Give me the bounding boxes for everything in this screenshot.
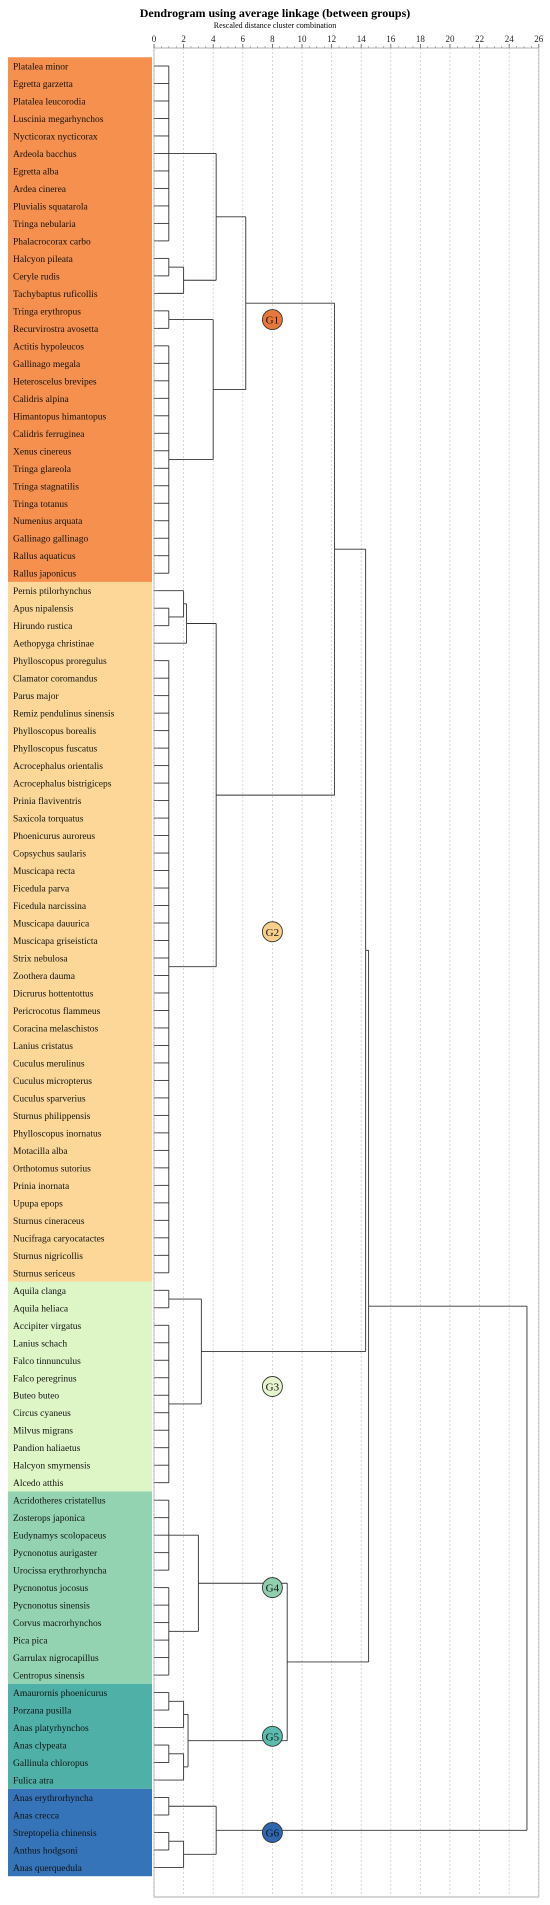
leaf-label: Urocissa erythrorhyncha [13,1566,107,1577]
leaf-label: Anthus hodgsoni [13,1846,78,1857]
leaf-label: Falco peregrinus [13,1374,77,1385]
leaf-label: Sturnus cineraceus [13,1216,85,1227]
leaf-label: Nycticorax nycticorax [13,132,98,143]
leaf-label: Cuculus micropterus [13,1076,92,1087]
leaf-label: Phoenicurus auroreus [13,832,96,843]
leaf-label: Pandion haliaetus [13,1444,81,1455]
leaf-label: Phalacrocorax carbo [13,237,91,248]
leaf-label: Parus major [13,692,59,703]
leaf-label: Ardea cinerea [13,184,67,195]
chart-title: Dendrogram using average linkage (between groups) [139,6,411,20]
leaf-label: Coracina melaschistos [13,1024,99,1035]
leaf-label: Streptopelia chinensis [13,1828,97,1839]
leaf-label: Lanius cristatus [13,1041,73,1052]
x-tick-label: 8 [270,34,275,44]
leaf-label: Falco tinnunculus [13,1356,81,1367]
x-tick-label: 26 [534,34,544,44]
leaf-label: Cuculus sparverius [13,1094,86,1105]
x-tick-label: 0 [151,34,157,44]
leaf-label: Pluvialis squatarola [13,202,88,213]
leaf-label: Amaurornis phoenicurus [13,1689,108,1700]
leaf-label: Gallinula chloropus [13,1759,89,1770]
leaf-label: Eudynamys scolopaceus [13,1531,107,1542]
leaf-label: Remiz pendulinus sinensis [13,709,115,720]
leaf-label: Tringa erythropus [13,307,81,318]
leaf-label: Cuculus merulinus [13,1059,85,1070]
leaf-label: Muscicapa griseisticta [13,937,98,947]
leaf-label: Phylloscopus borealis [13,727,97,738]
leaf-label: Halcyon smyrnensis [13,1461,91,1472]
x-tick-label: 24 [504,34,514,44]
leaf-label: Egretta alba [13,167,59,178]
x-tick-label: 20 [445,34,455,44]
leaf-label: Calidris alpina [13,394,69,405]
x-tick-label: 4 [210,34,216,44]
leaf-label: Orthotomus sutorius [13,1164,91,1175]
leaf-label: Recurvirostra avosetta [13,324,99,335]
group-label: G3 [265,1381,280,1394]
x-tick-label: 6 [240,34,246,44]
x-tick-label: 16 [386,34,396,44]
x-tick-label: 2 [181,34,186,44]
leaf-label: Upupa epops [13,1199,63,1210]
leaf-label: Xenus cinereus [13,447,72,458]
leaf-label: Strix nebulosa [13,954,68,965]
leaf-label: Heteroscelus brevipes [13,377,97,388]
leaf-label: Actitis hypoleucos [13,342,84,353]
leaf-label: Phylloscopus inornatus [13,1129,102,1140]
leaf-label: Halcyon pileata [13,254,73,265]
group-label: G1 [265,314,280,327]
leaf-label: Aquila heliaca [13,1304,69,1315]
leaf-label: Prinia flaviventris [13,797,82,808]
leaf-label: Phylloscopus fuscatus [13,744,98,755]
leaf-label: Ceryle rudis [13,272,60,283]
leaf-label: Aquila clanga [13,1286,67,1297]
leaf-label: Pica pica [13,1636,48,1647]
leaf-label: Pycnonotus aurigaster [13,1549,98,1560]
leaf-label: Corvus macrorhynchos [13,1619,102,1630]
leaf-label: Dicrurus hottentottus [13,989,94,1000]
group-label: G4 [265,1582,280,1595]
leaf-label: Buteo buteo [13,1391,60,1402]
leaf-label: Tringa glareola [13,464,71,475]
group-label: G2 [265,926,280,939]
chart-subtitle: Rescaled distance cluster combination [213,21,337,30]
leaf-label: Garrulax nigrocapillus [13,1654,99,1665]
leaf-label: Muscicapa recta [13,867,75,878]
leaf-label: Milvus migrans [13,1426,73,1437]
grid-layer [154,48,539,1897]
leaf-label: Luscinia megarhynchos [13,114,104,125]
leaf-label: Porzana pusilla [13,1706,72,1717]
leaf-label: Circus cyaneus [13,1409,71,1420]
leaf-label: Sturnus sericeus [13,1269,76,1280]
leaf-label: Anas querquedula [13,1863,82,1874]
leaf-label: Anas crecca [13,1811,60,1822]
leaf-label: Platalea leucorodia [13,97,86,108]
leaf-label: Platalea minor [13,62,69,73]
leaf-label: Copsychus saularis [13,849,87,860]
leaf-label: Anas erythrorhyncha [13,1794,93,1805]
leaf-label: Gallinago gallinago [13,534,89,545]
leaf-label: Zoothera dauma [13,971,75,982]
leaf-label: Gallinago megala [13,359,81,370]
leaf-label: Sturnus nigricollis [13,1251,83,1262]
leaf-label: Anas clypeata [13,1741,67,1752]
leaf-label: Egretta garzetta [13,79,73,90]
leaf-label: Motacilla alba [13,1146,68,1157]
leaf-label: Pycnonotus sinensis [13,1601,90,1612]
x-axis-ticks [152,34,544,48]
leaf-label: Ficedula narcissina [13,902,87,913]
x-tick-label: 18 [415,34,425,44]
leaf-label: Lanius schach [13,1339,68,1350]
leaf-label: Rallus aquaticus [13,552,76,563]
leaf-label: Aethopyga christinae [13,639,94,650]
leaf-label: Muscicapa dauurica [13,919,90,930]
leaf-label: Zosterops japonica [13,1514,86,1525]
plot-frame [154,48,539,1897]
leaf-label: Tringa nebularia [13,219,76,230]
leaf-label: Acrocephalus bistrigiceps [13,779,112,790]
leaf-label: Prinia inornata [13,1181,70,1192]
group-label: G6 [265,1827,280,1840]
group-band-g5 [8,1684,152,1789]
leaf-label: Himantopus himantopus [13,412,107,423]
group-label: G5 [265,1731,280,1744]
leaf-label: Nucifraga caryocatactes [13,1234,105,1245]
leaf-label: Tringa stagnatilis [13,482,79,493]
leaf-label: Centropus sinensis [13,1671,85,1682]
leaf-label: Sturnus philippensis [13,1111,91,1122]
leaf-label: Pericrocotus flammeus [13,1006,101,1017]
leaf-label: Ficedula parva [13,884,70,895]
leaf-label: Rallus japonicus [13,569,77,580]
leaf-label: Clamator coromandus [13,674,98,685]
x-tick-label: 12 [327,34,337,44]
leaf-label: Accipiter virgatus [13,1321,82,1332]
leaf-label: Calidris ferruginea [13,429,85,440]
leaf-label: Anas platyrhynchos [13,1724,89,1735]
leaf-label: Tachybaptus ruficollis [13,289,98,300]
x-tick-label: 14 [356,34,366,44]
leaf-label: Phylloscopus proregulus [13,657,107,668]
x-tick-label: 22 [475,34,485,44]
group-band-g2 [8,582,152,1282]
leaf-label: Alcedo atthis [13,1479,64,1490]
leaf-label: Fulica atra [13,1776,54,1787]
leaf-label: Pycnonotus jocosus [13,1584,89,1595]
leaf-label: Numenius arquata [13,517,83,528]
leaf-label: Ardeola bacchus [13,149,77,160]
leaf-label: Apus nipalensis [13,604,74,615]
x-tick-label: 10 [297,34,307,44]
leaf-label: Acrocephalus orientalis [13,762,103,773]
leaf-label: Tringa totanus [13,499,68,510]
leaf-label: Acridotheres cristatellus [13,1496,106,1507]
leaf-label: Hirundo rustica [13,622,73,633]
leaf-label: Saxicola torquatus [13,814,84,825]
leaf-label: Pernis ptilorhynchus [13,587,92,598]
